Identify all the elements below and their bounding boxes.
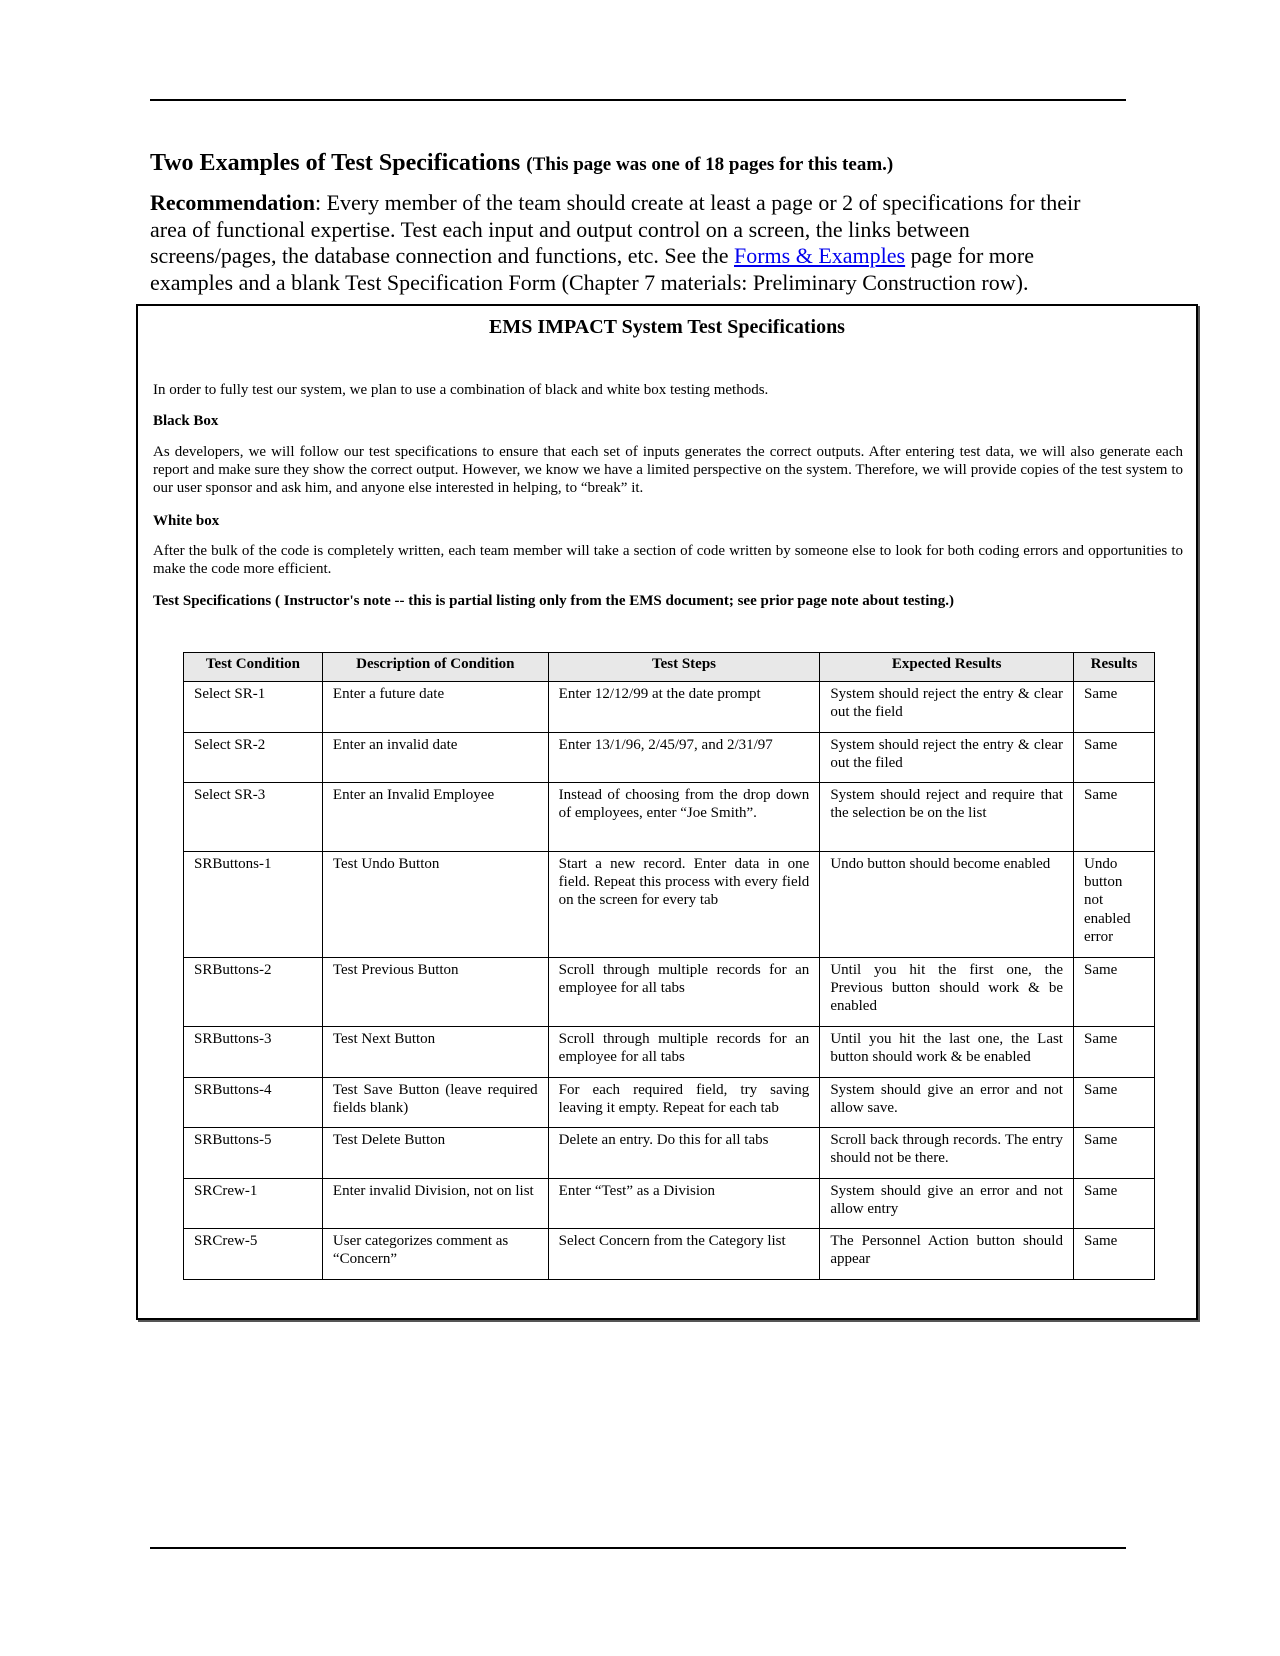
recommendation-paragraph [150, 190, 1090, 296]
cell-description: Test Previous Button [322, 958, 548, 1027]
page-heading [150, 150, 1150, 177]
cell-condition: SRButtons-5 [184, 1128, 323, 1179]
cell-result: Same [1073, 783, 1154, 852]
cell-expected: System should give an error and not allow entry [820, 1179, 1074, 1229]
cell-steps: Enter 12/12/99 at the date prompt [548, 682, 820, 733]
cell-result: Same [1073, 1229, 1154, 1280]
test-spec-table [183, 652, 1155, 1280]
forms-examples-link[interactable]: Forms & Examples [734, 243, 906, 268]
cell-condition: Select SR-3 [184, 783, 323, 852]
recommendation-text-1: : Every member of the team should create at least a page or 2 of specifications for their area of functional expertise. Test each input and output control on a screen, the links between screens/pages, the database connection and functions, etc. See the [150, 190, 1081, 268]
cell-expected: Until you hit the last one, the Last button should work & be enabled [820, 1027, 1074, 1078]
recommendation-text-2: page for more examples and a blank Test Specification Form (Chapter 7 materials: Preliminary Construction row). [150, 243, 1034, 295]
document-title: EMS IMPACT System Test Specifications [489, 316, 845, 338]
cell-expected: System should give an error and not allow save. [820, 1078, 1074, 1128]
cell-expected: The Personnel Action button should appear [820, 1229, 1074, 1280]
cell-steps: Enter “Test” as a Division [548, 1179, 820, 1229]
cell-description: Enter a future date [322, 682, 548, 733]
cell-condition: Select SR-1 [184, 682, 323, 733]
cell-expected: Scroll back through records. The entry should not be there. [820, 1128, 1074, 1179]
cell-result: Same [1073, 1179, 1154, 1229]
cell-description: Test Delete Button [322, 1128, 548, 1179]
white-box-paragraph: After the bulk of the code is completely written, each team member will take a section of code written by someone else to look for both coding errors and opportunities to make the code more efficient. [153, 543, 1183, 577]
cell-expected: System should reject and require that the selection be on the list [820, 783, 1074, 852]
cell-description: Test Next Button [322, 1027, 548, 1078]
spec-document-box [136, 304, 1198, 1320]
heading-main: Two Examples of Test Specifications [150, 150, 521, 176]
cell-description: Enter invalid Division, not on list [322, 1179, 548, 1229]
cell-expected: Undo button should become enabled [820, 852, 1074, 958]
cell-condition: SRButtons-3 [184, 1027, 323, 1078]
cell-result: Same [1073, 1027, 1154, 1078]
header-rule [150, 99, 1126, 101]
cell-condition: SRButtons-2 [184, 958, 323, 1027]
cell-condition: SRCrew-5 [184, 1229, 323, 1280]
cell-condition: Select SR-2 [184, 733, 323, 783]
cell-steps: Scroll through multiple records for an employee for all tabs [548, 1027, 820, 1078]
cell-result: Same [1073, 958, 1154, 1027]
cell-expected: System should reject the entry & clear out the filed [820, 733, 1074, 783]
cell-expected: Until you hit the first one, the Previous button should work & be enabled [820, 958, 1074, 1027]
table-row [184, 852, 1155, 958]
cell-steps: Select Concern from the Category list [548, 1229, 820, 1280]
cell-steps: Delete an entry. Do this for all tabs [548, 1128, 820, 1179]
table-row [184, 1229, 1155, 1280]
cell-steps: For each required field, try saving leaving it empty. Repeat for each tab [548, 1078, 820, 1128]
cell-steps: Start a new record. Enter data in one field. Repeat this process with every field on the screen for every tab [548, 852, 820, 958]
cell-condition: SRCrew-1 [184, 1179, 323, 1229]
cell-steps: Scroll through multiple records for an employee for all tabs [548, 958, 820, 1027]
cell-steps: Instead of choosing from the drop down of employees, enter “Joe Smith”. [548, 783, 820, 852]
cell-expected: System should reject the entry & clear out the field [820, 682, 1074, 733]
header-results: Results [1073, 653, 1154, 682]
cell-description: Test Undo Button [322, 852, 548, 958]
cell-result: Same [1073, 1128, 1154, 1179]
heading-subtitle: (This page was one of 18 pages for this team.) [526, 154, 894, 175]
cell-result: Same [1073, 733, 1154, 783]
cell-result: Undo button not enabled error [1073, 852, 1154, 958]
cell-result: Same [1073, 682, 1154, 733]
cell-result: Same [1073, 1078, 1154, 1128]
white-box-heading: White box [153, 513, 220, 529]
table-header-row [184, 653, 1155, 682]
recommendation-label: Recommendation [150, 190, 315, 215]
table-row [184, 958, 1155, 1027]
cell-condition: SRButtons-1 [184, 852, 323, 958]
test-spec-heading: Test Specifications ( Instructor's note -- this is partial listing only from the EMS document; see prior page note about testing.) [153, 593, 954, 609]
black-box-paragraph: As developers, we will follow our test specifications to ensure that each set of inputs generates the correct outputs. After entering test data, we will also generate each report and make sure they show the correct output. However, we know we have a limited perspective on the system. Therefore, we will provide copies of the test system to our user sponsor and ask him, and anyone else interested in helping, to “break” it. [153, 444, 1183, 496]
header-test-condition: Test Condition [184, 653, 323, 682]
table-row [184, 1027, 1155, 1078]
cell-description: Test Save Button (leave required fields blank) [322, 1078, 548, 1128]
black-box-heading: Black Box [153, 413, 219, 429]
table-row [184, 783, 1155, 852]
cell-condition: SRButtons-4 [184, 1078, 323, 1128]
cell-steps: Enter 13/1/96, 2/45/97, and 2/31/97 [548, 733, 820, 783]
table-row [184, 1128, 1155, 1179]
header-test-steps: Test Steps [548, 653, 820, 682]
table-row [184, 682, 1155, 733]
intro-paragraph: In order to fully test our system, we plan to use a combination of black and white box testing methods. [153, 382, 769, 398]
cell-description: Enter an Invalid Employee [322, 783, 548, 852]
header-description: Description of Condition [322, 653, 548, 682]
footer-rule [150, 1547, 1126, 1549]
cell-description: Enter an invalid date [322, 733, 548, 783]
header-expected-results: Expected Results [820, 653, 1074, 682]
table-row [184, 1078, 1155, 1128]
cell-description: User categorizes comment as “Concern” [322, 1229, 548, 1280]
table-row [184, 1179, 1155, 1229]
table-row [184, 733, 1155, 783]
